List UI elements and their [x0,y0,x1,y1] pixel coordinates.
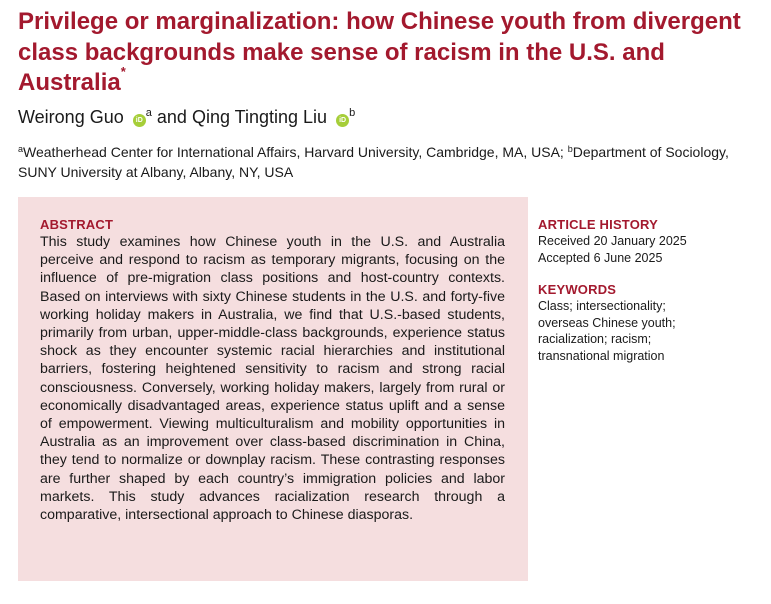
abstract-heading: ABSTRACT [40,217,114,232]
affiliation-text: Department of Sociology, SUNY University at Albany, Albany, NY, USA [18,144,729,180]
author-name[interactable]: Weirong Guo [18,107,124,127]
abstract-text: This study examines how Chinese youth in the U.S. and Australia perceive and respond to racism as temporary migrants, focusing on the influence of pre-migration class positions and host-country contexts. Based on interviews with sixty Chinese students in the U.S. and forty-five working holiday makers in Australia, we find that U.S.-based students, primarily from urban, upper-middle-class backgrounds, experience status shock as they encounter systemic racial hierarchies and institutional barriers, fostering heightened sensitivity to racism and strong racial consciousness. Conversely, working holiday makers, largely from rural or economically disadvantaged areas, experience status uplift and a sense of empowerment. Viewing multiculturalism and mobility opportunities in Australia as an improvement over class-based discrimination in China, they tend to normalize or downplay racism. These contrasting responses are further shaped by each country’s immigration policies and labor markets. This study advances racialization research through a comparative, intersectional approach to Chinese diasporas. [40,234,505,524]
article-title-text: Privilege or marginalization: how Chinese youth from divergent class backgrounds make sense of racism in the U.S. and Australia [18,8,741,96]
author-list [18,105,355,129]
article-title [18,7,758,99]
affiliations [18,142,738,182]
orcid-icon[interactable]: iD [336,114,349,127]
orcid-icon[interactable]: iD [133,114,146,127]
accepted-date: Accepted 6 June 2025 [538,250,663,265]
received-date: Received 20 January 2025 [538,234,687,248]
keywords-heading: KEYWORDS [538,282,617,297]
author-affiliation-mark[interactable]: b [349,107,356,119]
keyword-line: racialization; racism; [538,332,652,346]
article-history-heading: ARTICLE HISTORY [538,217,659,232]
author-affiliation-mark[interactable]: a [145,107,152,119]
article-history [538,217,758,266]
keyword-line: overseas Chinese youth; [538,315,676,330]
affiliation-text: Weatherhead Center for International Affairs, Harvard University, Cambridge, MA, USA; [23,144,564,160]
keyword-line: Class; intersectionality; [538,299,666,313]
author-conjunction: and [156,107,187,127]
affiliation-mark: a [18,144,24,154]
author-name[interactable]: Qing Tingting Liu [191,107,328,127]
abstract-box [18,197,528,581]
title-footnote-mark[interactable]: * [120,64,126,79]
keywords [538,282,758,364]
keyword-line: transnational migration [538,348,665,363]
affiliation-mark: b [567,144,573,154]
